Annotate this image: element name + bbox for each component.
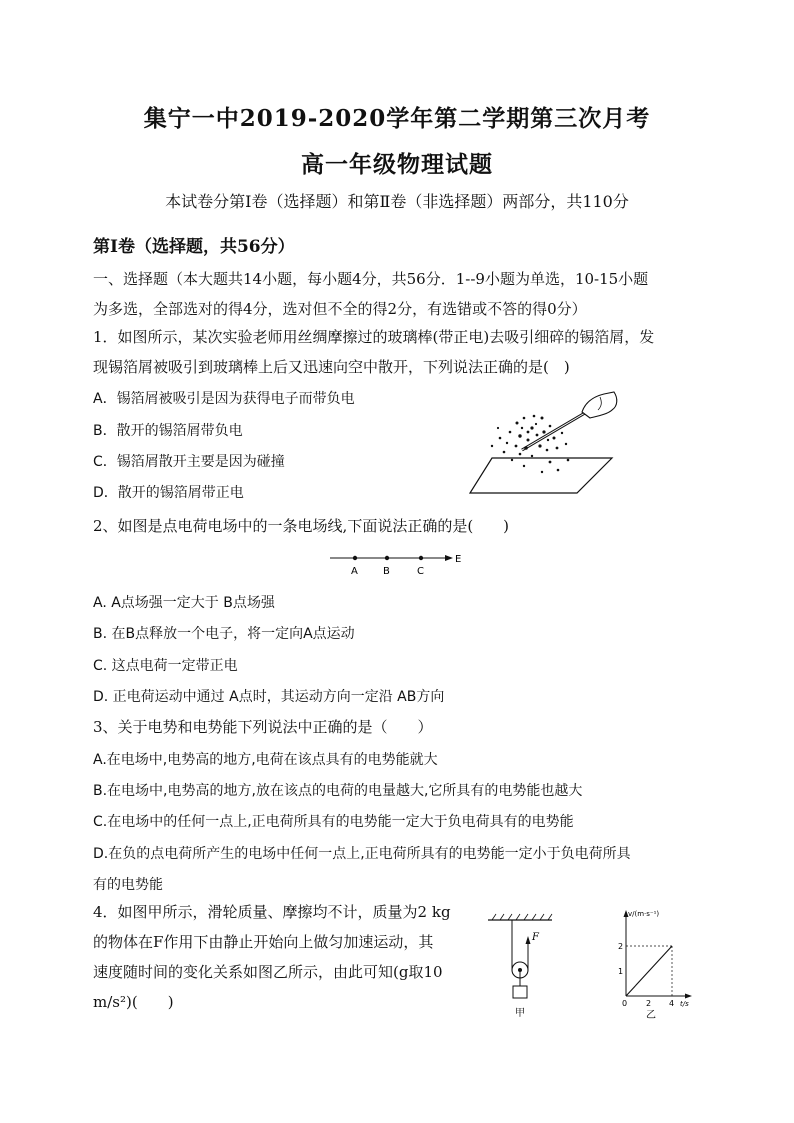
label-b: B [383,566,390,577]
field-line-figure [325,548,470,578]
exam-intro: 本试卷分第Ⅰ卷（选择题）和第Ⅱ卷（非选择题）两部分，共110分 [165,192,629,211]
q1-stem-line-1: 1．如图所示，某次实验老师用丝绸摩擦过的玻璃棒(带正电)去吸引细碎的锡箔屑，发 [93,328,655,346]
title-line-1: 集宁一中2019-2020学年第二学期第三次月考 [143,105,651,132]
q3-option-c: C.在电场中的任何一点上,正电荷所具有的电势能一定大于负电荷具有的电势能 [93,814,574,830]
q3-stem: 3、关于电势和电势能下列说法中正确的是（ ） [93,718,433,736]
q4-stem-line-3: 速度随时间的变化关系如图乙所示，由此可知(g取10 [93,963,443,981]
instructions-line-1: 一、选择题（本大题共14小题，每小题4分，共56分．1--9小题为单选，10-15小题 [93,270,649,288]
label-e: E [455,554,462,565]
q3-option-a: A.在电场中,电势高的地方,电荷在该点具有的电势能就大 [93,752,438,768]
q1-option-a: A．锡箔屑被吸引是因为获得电子而带负电 [93,391,355,407]
y-axis-label: v/(m·s⁻¹) [628,910,660,918]
q4-stem-line-2: 的物体在F作用下由静止开始向上做匀加速运动，其 [93,933,434,951]
tick-x-2: 2 [646,999,652,1008]
glass-rod-figure [462,388,622,498]
q3-option-b: B.在电场中,电势高的地方,放在该点的电荷的电量越大,它所具有的电势能也越大 [93,783,583,799]
pulley-figure [486,912,556,1022]
vt-graph [608,904,700,1022]
tick-y-1: 1 [618,967,624,976]
caption-yi: 乙 [646,1010,656,1021]
q2-stem: 2、如图是点电荷电场中的一条电场线,下面说法正确的是( ) [93,517,510,535]
q3-option-d-cont: 有的电势能 [93,877,163,893]
q1-option-d: D．散开的锡箔屑带正电 [93,485,244,501]
q1-stem-line-2: 现锡箔屑被吸引到玻璃棒上后又迅速向空中散开，下列说法正确的是( ) [93,358,570,376]
instructions-line-2: 为多选，全部选对的得4分，选对但不全的得2分，有选错或不答的得0分） [93,300,587,318]
tick-x-4: 4 [669,999,675,1008]
q4-stem-line-4: m/s²)( ) [93,993,174,1011]
label-a: A [351,566,358,577]
q2-option-b: B. 在B点释放一个电子，将一定向A点运动 [93,626,355,642]
q2-option-c: C. 这点电荷一定带正电 [93,658,238,674]
force-label: F [532,932,539,943]
q2-option-d: D. 正电荷运动中通过 A点时，其运动方向一定沿 AB方向 [93,689,445,705]
q2-option-a: A. A点场强一定大于 B点场强 [93,595,275,611]
x-axis-label: t/s [680,1000,689,1008]
title-line-2: 高一年级物理试题 [301,151,493,178]
tick-x-0: 0 [622,999,628,1008]
q1-option-b: B．散开的锡箔屑带负电 [93,423,243,439]
q3-option-d: D.在负的点电荷所产生的电场中任何一点上,正电荷所具有的电势能一定小于负电荷所具 [93,846,631,862]
caption-jia: 甲 [515,1008,525,1019]
label-c: C [417,566,424,577]
q1-option-c: C．锡箔屑散开主要是因为碰撞 [93,454,285,470]
section-heading: 第Ⅰ卷（选择题，共56分） [93,237,295,257]
tick-y-2: 2 [618,942,624,951]
q4-stem-line-1: 4．如图甲所示，滑轮质量、摩擦均不计，质量为2 kg [93,903,451,921]
